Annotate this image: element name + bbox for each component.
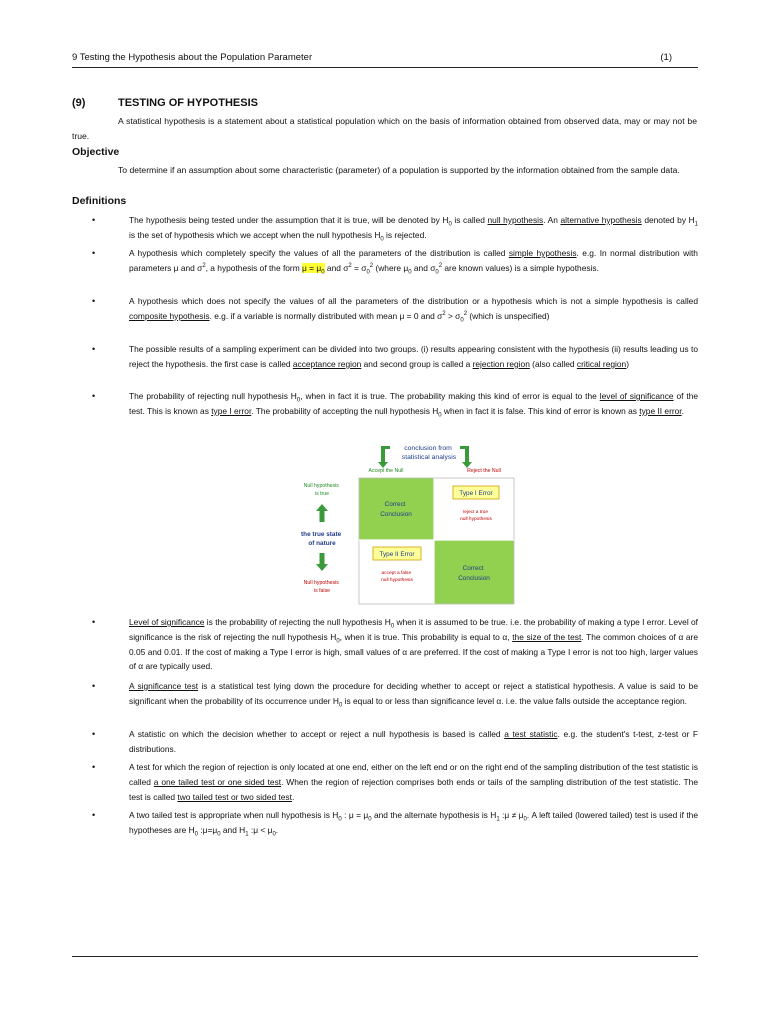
accept-null-label: Accept the Null	[368, 468, 404, 474]
arrow-right-down-icon	[460, 446, 472, 468]
type-ii-error-desc: accept a false null hypothesis	[381, 571, 413, 583]
section-title: TESTING OF HYPOTHESIS	[118, 97, 258, 109]
list-item: • A hypothesis which completely specify the values of all the parameters of the distribution is called simple hypothesis. e.g. In normal distribution with parameters μ and $\sigma^2$, a hypothesis of the form $\mu = \mu_0$ and $\sigma^2 = \sigma_0^2$ (where $\mu_0$ and $\sigma_0^2$ are known values) is a simple hypothesis.	[92, 248, 698, 276]
list-item: • The hypothesis being tested under the assumption that it is true, will be denoted by $H_0$ is called null hypothesis. An alternative hypothesis denoted by $H_1$ is the set of hypothesis which we accept when the null hypothesis $H_0$ is rejected.	[92, 215, 698, 243]
type-i-error-text: Type I Error	[459, 490, 493, 497]
term-simple-hypothesis: simple hypothesis	[508, 248, 577, 258]
term-level-of-significance-cap: Level of significance	[129, 617, 205, 627]
null-true-label: Null hypothesis is true	[303, 483, 339, 497]
list-item: • Level of significance is the probability of rejecting the null hypothesis $H_0$ when it is assumed to be true. i.e. the probability of making a type I error. Level of significance is the risk of rejecting the null hypothesis $H_0$, when it is true. This probability is equal to α, the size of the test. The common choices of α are 0.05 and 0.01. If the cost of making a Type I error is high, small values of α are preferred. If the cost of making a Type I error is not too high, larger values of α are typically used.	[92, 617, 699, 672]
intro-paragraph: A statistical hypothesis is a statement about a statistical population which on the basis of information obtained from observed data, may or may not be true.	[72, 116, 697, 141]
term-critical-region: critical region	[576, 358, 627, 369]
arrow-left-down-icon	[378, 446, 390, 468]
list-item: • A test for which the region of rejection is only located at one end, either on the left end or on the right end of the sampling distribution of the test statistic is called a one tailed test or one sided test. When the region of rejection comprises both ends or tails of the sampling distribution of the test statistic. The test is called two tailed test or two sided test.	[92, 762, 698, 802]
page-header	[72, 52, 698, 63]
error-types-diagram	[286, 440, 518, 606]
header-title: 9 Testing the Hypothesis about the Population Parameter	[72, 52, 313, 63]
term-type-i-error: type I error	[211, 405, 252, 416]
term-alternative-hypothesis: alternative hypothesis	[560, 215, 642, 225]
term-type-ii-error: type II error	[639, 405, 682, 416]
section-heading	[72, 97, 258, 109]
bullet-icon: •	[92, 729, 96, 739]
null-false-label: Null hypothesis is false	[303, 580, 339, 594]
bullet-icon: •	[92, 681, 96, 691]
term-significance-test: A significance test	[129, 681, 199, 691]
term-acceptance-region: acceptance region	[292, 358, 362, 369]
header-rule	[72, 67, 698, 68]
term-one-tailed-test: a one tailed test or one sided test	[153, 776, 282, 787]
correct-conclusion-cell-1	[359, 478, 434, 540]
term-composite-hypothesis: composite hypothesis	[129, 310, 210, 321]
term-level-of-significance: level of significance	[599, 391, 674, 401]
footer-rule	[72, 956, 698, 957]
term-size-of-test: the size of the test	[512, 631, 582, 642]
list-item: • A hypothesis which does not specify the values of all the parameters of the distribution or a hypothesis which is not a simple hypothesis is called composite hypothesis. e.g. if a variable is normally distributed with mean μ = 0 and $\sigma^2 > \sigma_0^2$ (which is unspecified)	[92, 296, 698, 324]
arrow-down-icon	[316, 553, 328, 571]
conclusion-label: conclusion from statistical analysis	[401, 445, 457, 461]
bullet-icon: •	[92, 762, 96, 772]
bullet-icon: •	[92, 617, 96, 627]
term-null-hypothesis: null hypothesis	[487, 215, 544, 225]
bullet-icon: •	[92, 296, 96, 306]
term-rejection-region: rejection region	[472, 358, 530, 369]
true-state-label: the true state of nature	[301, 531, 342, 547]
type-ii-error-text: Type II Error	[379, 551, 415, 558]
objective-paragraph: To determine if an assumption about some characteristic (parameter) of a population is supported by the information obtained from the sample data.	[118, 165, 680, 175]
type-i-error-desc: reject a true null hypothesis	[460, 510, 492, 522]
list-item: • The possible results of a sampling experiment can be divided into two groups. (i) results appearing consistent with the hypothesis (ii) results leading us to reject the hypothesis. the first case is called acceptance region and second group is called a rejection region (also called critical region)	[92, 344, 698, 369]
bullet-icon: •	[92, 810, 96, 820]
correct-conclusion-text-2: Correct Conclusion	[458, 565, 490, 582]
page-number: (1)	[660, 52, 672, 63]
term-test-statistic: a test statistic	[504, 729, 558, 739]
correct-conclusion-text-1: Correct Conclusion	[380, 501, 412, 518]
bullet-icon: •	[92, 391, 96, 401]
highlight-mu: $\mu = \mu_0$	[302, 262, 325, 276]
objective-heading: Objective	[72, 146, 120, 158]
arrow-up-icon	[316, 504, 328, 522]
bullet-icon: •	[92, 248, 96, 258]
bullet-icon: •	[92, 344, 96, 354]
list-item: • A significance test is a statistical test lying down the procedure for deciding whether to accept or reject a statistical hypothesis. A value is said to be significant when the probability of its occurrence under $H_0$ is equal to or less than significance level α. i.e. the value falls outside the acceptance region.	[92, 681, 698, 709]
definitions-heading: Definitions	[72, 195, 127, 207]
term-two-tailed-test: two tailed test or two sided test	[177, 791, 292, 802]
list-item: • A two tailed test is appropriate when null hypothesis is $H_0$ : $\mu = \mu_0$ and the alternate hypothesis is $H_1$ :μ ≠ $\mu_0$. A left tailed (lowered tailed) test is used if the hypotheses are $H_0$ $:\mu=\mu_0$ and $H_1$ :μ < $\mu_0$.	[92, 810, 698, 838]
section-number: (9)	[72, 97, 86, 109]
list-item: • A statistic on which the decision whether to accept or reject a null hypothesis is based is called a test statistic. e.g. the student's t-test, z-test or F distributions.	[92, 729, 699, 754]
reject-null-label: Reject the Null	[467, 468, 501, 474]
list-item: • The probability of rejecting null hypothesis $H_0$, when in fact it is true. The probability making this kind of error is equal to the level of significance of the test. This is known as type I error. The probability of accepting the null hypothesis $H_0$ when in fact it is false. This kind of error is known as type II error.	[92, 391, 699, 419]
bullet-icon: •	[92, 215, 96, 225]
correct-conclusion-cell-2	[434, 540, 514, 604]
